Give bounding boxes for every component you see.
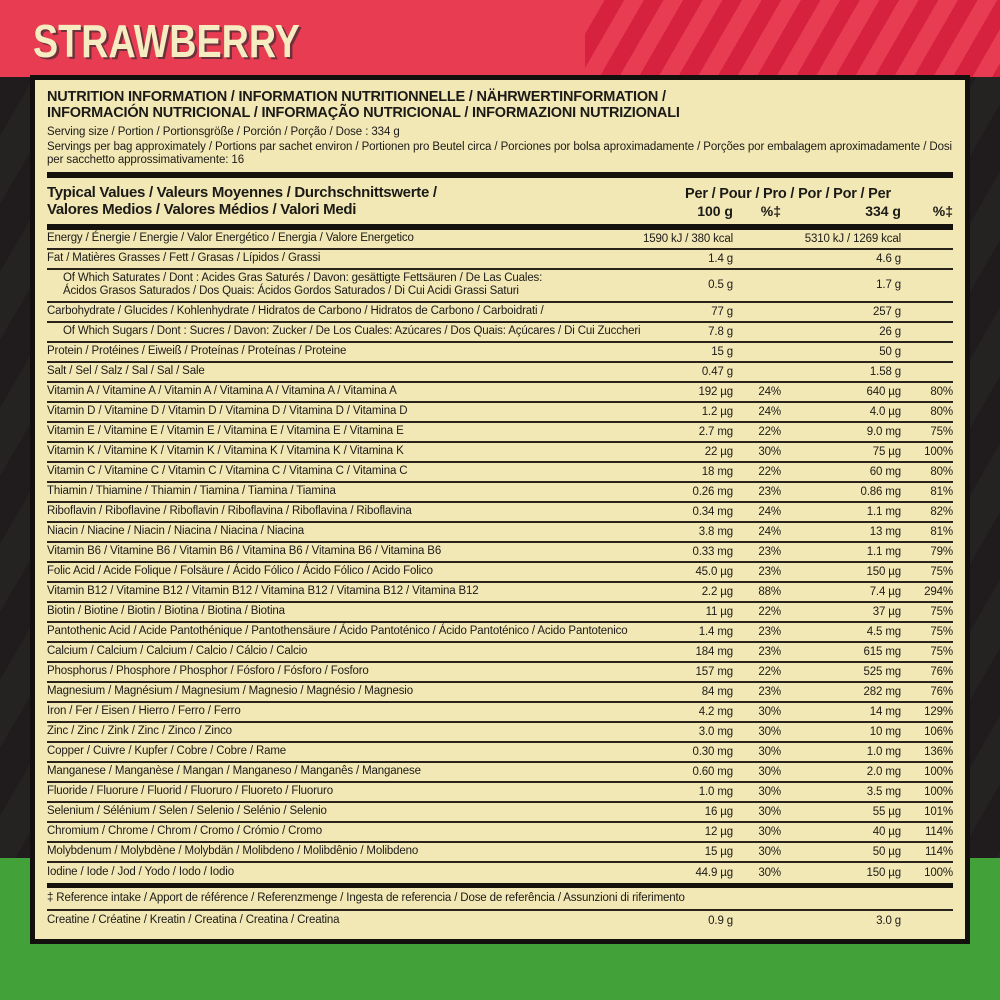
row-label: Phosphorus / Phosphore / Phosphor / Fósforo / Fósforo / Fosforo — [47, 665, 369, 677]
panel-title-line2: INFORMACIÓN NUTRICIONAL / INFORMAÇÃO NUTRICIONAL / INFORMAZIONI NUTRIZIONALI — [47, 105, 680, 121]
table-row — [47, 423, 953, 443]
row-label: Vitamin E / Vitamine E / Vitamin E / Vitamina E / Vitamina E / Vitamina E — [47, 425, 404, 437]
row-label: Protein / Protéines / Eiweiß / Proteínas / Proteínas / Proteine — [47, 345, 347, 357]
header-columns — [623, 186, 953, 219]
table-row — [47, 763, 953, 783]
col-header-334g: 334 g — [865, 202, 901, 219]
pct-per-100g: 30% — [758, 445, 781, 458]
value-per-100g: 1590 kJ / 380 kcal — [643, 232, 733, 245]
row-label: Vitamin A / Vitamine A / Vitamin A / Vitamina A / Vitamina A / Vitamina A — [47, 385, 397, 397]
value-per-100g: 192 µg — [698, 385, 733, 398]
row-label: Riboflavin / Riboflavine / Riboflavin / Riboflavina / Riboflavina / Riboflavina — [47, 505, 412, 517]
row-label: Pantothenic Acid / Acide Pantothénique / Pantothensäure / Ácido Pantoténico / Ácido Pantoténico / Acido Pantotenico — [47, 625, 628, 637]
value-per-100g: 15 µg — [704, 845, 733, 858]
table-row — [47, 383, 953, 403]
value-per-100g: 0.47 g — [701, 365, 733, 378]
pct-per-100g: 22% — [758, 465, 781, 478]
row-label: Fluoride / Fluorure / Fluorid / Fluoruro / Fluoreto / Fluoruro — [47, 785, 333, 797]
value-per-100g: 0.5 g — [708, 279, 733, 291]
value-per-100g: 1.4 g — [708, 252, 733, 265]
table-row — [47, 483, 953, 503]
value-per-100g: 2.2 µg — [701, 585, 733, 598]
pct-per-100g: 30% — [758, 825, 781, 838]
value-per-334g: 150 µg — [866, 565, 901, 578]
value-per-334g: 1.1 mg — [866, 545, 901, 558]
value-per-334g: 40 µg — [872, 825, 901, 838]
value-per-334g: 3.5 mg — [866, 785, 901, 798]
value-per-334g: 14 mg — [869, 705, 901, 718]
table-row — [47, 843, 953, 863]
row-label: Salt / Sel / Salz / Sal / Sal / Sale — [47, 365, 205, 377]
value-per-100g: 0.34 mg — [692, 505, 733, 518]
table-row — [47, 323, 953, 343]
row-label: Folic Acid / Acide Folique / Folsäure / Ácido Fólico / Ácido Fólico / Acido Folico — [47, 565, 433, 577]
pct-per-100g: 30% — [758, 745, 781, 758]
value-per-334g: 1.58 g — [869, 365, 901, 378]
pct-per-334g: 100% — [924, 785, 953, 798]
value-per-100g: 0.9 g — [708, 914, 733, 927]
row-label: Energy / Énergie / Energie / Valor Energético / Energia / Valore Energetico — [47, 232, 414, 244]
pct-per-100g: 22% — [758, 425, 781, 438]
value-per-100g: 22 µg — [704, 445, 733, 458]
pct-per-100g: 23% — [758, 485, 781, 498]
table-row — [47, 583, 953, 603]
table-row — [47, 230, 953, 250]
pct-per-100g: 22% — [758, 605, 781, 618]
value-per-100g: 84 mg — [701, 685, 733, 698]
value-per-334g: 75 µg — [872, 445, 901, 458]
value-per-334g: 13 mg — [869, 525, 901, 538]
value-per-100g: 0.60 mg — [692, 765, 733, 778]
row-label: Vitamin B12 / Vitamine B12 / Vitamin B12 / Vitamina B12 / Vitamina B12 / Vitamina B12 — [47, 585, 479, 597]
value-per-100g: 0.26 mg — [692, 485, 733, 498]
pct-per-334g: 80% — [930, 405, 953, 418]
pct-per-334g: 100% — [924, 445, 953, 458]
table-row — [47, 863, 953, 883]
pct-per-334g: 100% — [924, 866, 953, 879]
row-label: Carbohydrate / Glucides / Kohlenhydrate / Hidratos de Carbono / Hidratos de Carbono / Carboidrati / — [47, 305, 544, 317]
value-per-100g: 3.0 mg — [698, 725, 733, 738]
nutrition-panel — [30, 75, 970, 944]
pct-per-334g: 75% — [930, 605, 953, 618]
flavor-banner — [0, 0, 1000, 77]
row-label: Niacin / Niacine / Niacin / Niacina / Niacina / Niacina — [47, 525, 304, 537]
pct-per-100g: 30% — [758, 785, 781, 798]
pct-per-100g: 23% — [758, 685, 781, 698]
row-label: Calcium / Calcium / Calcium / Calcio / Cálcio / Calcio — [47, 645, 308, 657]
row-label: Iodine / Iode / Jod / Yodo / Iodo / Iodio — [47, 866, 234, 878]
pct-per-334g: 136% — [924, 745, 953, 758]
table-row — [47, 503, 953, 523]
value-per-100g: 16 µg — [704, 805, 733, 818]
value-per-334g: 257 g — [872, 305, 901, 318]
row-label: Copper / Cuivre / Kupfer / Cobre / Cobre / Rame — [47, 745, 287, 757]
pct-per-334g: 294% — [924, 585, 953, 598]
table-row — [47, 303, 953, 323]
value-per-334g: 4.6 g — [876, 252, 901, 265]
pct-per-100g: 30% — [758, 705, 781, 718]
table-row — [47, 343, 953, 363]
pct-per-334g: 81% — [930, 525, 953, 538]
value-per-100g: 77 g — [711, 305, 733, 318]
pct-per-334g: 75% — [930, 565, 953, 578]
row-label: Vitamin D / Vitamine D / Vitamin D / Vitamina D / Vitamina D / Vitamina D — [47, 405, 408, 417]
value-per-334g: 282 mg — [863, 685, 901, 698]
table-row — [47, 270, 953, 303]
table-row — [47, 363, 953, 383]
value-per-334g: 60 mg — [869, 465, 901, 478]
row-label: Biotin / Biotine / Biotin / Biotina / Biotina / Biotina — [47, 605, 285, 617]
panel-title — [47, 89, 953, 121]
value-per-334g: 525 mg — [863, 665, 901, 678]
value-per-334g: 50 µg — [872, 845, 901, 858]
nutrition-rows — [47, 230, 953, 883]
value-per-334g: 37 µg — [872, 605, 901, 618]
value-per-334g: 7.4 µg — [869, 585, 901, 598]
pct-per-334g: 82% — [930, 505, 953, 518]
table-row — [47, 403, 953, 423]
pct-per-100g: 23% — [758, 625, 781, 638]
table-row — [47, 803, 953, 823]
value-per-334g: 1.1 mg — [866, 505, 901, 518]
value-per-100g: 184 mg — [695, 645, 733, 658]
value-per-100g: 11 µg — [705, 605, 733, 618]
pct-per-100g: 24% — [758, 505, 781, 518]
serving-size-text: Serving size / Portion / Portionsgröße / Porción / Porção / Dose : 334 g — [47, 126, 400, 138]
pct-per-100g: 23% — [758, 545, 781, 558]
value-per-334g: 150 µg — [866, 866, 901, 879]
value-per-334g: 4.5 mg — [866, 625, 901, 638]
table-row — [47, 743, 953, 763]
value-per-100g: 0.33 mg — [692, 545, 733, 558]
pct-per-100g: 24% — [758, 525, 781, 538]
value-per-100g: 1.0 mg — [698, 785, 733, 798]
row-label: Fat / Matières Grasses / Fett / Grasas / Lípidos / Grassi — [47, 252, 321, 264]
pct-per-100g: 24% — [758, 385, 781, 398]
value-per-100g: 2.7 mg — [698, 425, 733, 438]
pct-per-334g: 100% — [924, 765, 953, 778]
value-per-100g: 157 mg — [695, 665, 733, 678]
creatine-row-container — [47, 911, 953, 931]
table-row — [47, 911, 953, 931]
table-row — [47, 543, 953, 563]
value-per-100g: 1.4 mg — [698, 625, 733, 638]
value-per-100g: 4.2 mg — [698, 705, 733, 718]
table-row — [47, 623, 953, 643]
value-per-334g: 4.0 µg — [869, 405, 901, 418]
pct-per-100g: 30% — [758, 866, 781, 879]
row-label-line2: Ácidos Grasos Saturados / Dos Quais: Ácidos Gordos Saturados / Di Cui Acidi Grassi Saturi — [63, 285, 519, 297]
row-label: Of Which Sugars / Dont : Sucres / Davon: Zucker / De Los Cuales: Azúcares / Dos Quais: Açúcares / Di Cui Zuccheri — [63, 325, 641, 337]
pct-per-334g: 80% — [930, 465, 953, 478]
value-per-334g: 50 g — [879, 345, 901, 358]
panel-title-line1: NUTRITION INFORMATION / INFORMATION NUTRITIONNELLE / NÄHRWERTINFORMATION / — [47, 89, 666, 105]
row-label: Vitamin B6 / Vitamine B6 / Vitamin B6 / Vitamina B6 / Vitamina B6 / Vitamina B6 — [47, 545, 442, 557]
col-header-pct-100g: %‡ — [760, 202, 781, 219]
table-row — [47, 463, 953, 483]
value-per-100g: 0.30 mg — [692, 745, 733, 758]
value-per-100g: 18 mg — [701, 465, 733, 478]
pct-per-334g: 79% — [930, 545, 953, 558]
table-row — [47, 643, 953, 663]
row-label: Vitamin K / Vitamine K / Vitamin K / Vitamina K / Vitamina K / Vitamina K — [47, 445, 404, 457]
table-row — [47, 563, 953, 583]
table-row — [47, 250, 953, 270]
value-per-334g: 55 µg — [872, 805, 901, 818]
pct-per-100g: 22% — [758, 665, 781, 678]
table-row — [47, 603, 953, 623]
reference-intake-note: ‡ Reference intake / Apport de référence / Referenzmenge / Ingesta de referencia / Dose de referência / Assunzioni di riferimento — [47, 888, 953, 911]
pct-per-334g: 101% — [924, 805, 953, 818]
table-row — [47, 823, 953, 843]
value-per-100g: 15 g — [711, 345, 733, 358]
row-label: Zinc / Zinc / Zink / Zinc / Zinco / Zinco — [47, 725, 232, 737]
table-row — [47, 723, 953, 743]
pct-per-334g: 75% — [930, 625, 953, 638]
value-per-334g: 2.0 mg — [866, 765, 901, 778]
col-header-pct-334g: %‡ — [932, 202, 953, 219]
pct-per-334g: 76% — [930, 665, 953, 678]
col-header-100g: 100 g — [697, 202, 733, 219]
header-unit-line — [623, 203, 953, 219]
value-per-334g: 3.0 g — [876, 914, 901, 927]
value-per-334g: 640 µg — [866, 385, 901, 398]
value-per-100g: 12 µg — [704, 825, 733, 838]
table-header — [47, 178, 953, 224]
flavor-title: STRAWBERRY — [33, 15, 300, 67]
table-row — [47, 523, 953, 543]
diagonal-stripes-decoration — [585, 0, 1000, 77]
row-label: Manganese / Manganèse / Mangan / Manganeso / Manganês / Manganese — [47, 765, 421, 777]
row-label: Vitamin C / Vitamine C / Vitamin C / Vitamina C / Vitamina C / Vitamina C — [47, 465, 408, 477]
value-per-334g: 26 g — [879, 325, 901, 338]
value-per-334g: 5310 kJ / 1269 kcal — [804, 232, 901, 245]
pct-per-100g: 30% — [758, 805, 781, 818]
table-row — [47, 783, 953, 803]
value-per-334g: 615 mg — [863, 645, 901, 658]
value-per-100g: 3.8 mg — [698, 525, 733, 538]
pct-per-334g: 129% — [924, 705, 953, 718]
value-per-334g: 0.86 mg — [860, 485, 901, 498]
value-per-334g: 10 mg — [869, 725, 901, 738]
pct-per-334g: 80% — [930, 385, 953, 398]
pct-per-334g: 114% — [925, 825, 953, 838]
table-row — [47, 703, 953, 723]
value-per-334g: 1.0 mg — [866, 745, 901, 758]
pct-per-334g: 81% — [930, 485, 953, 498]
table-row — [47, 663, 953, 683]
pct-per-334g: 75% — [930, 425, 953, 438]
value-per-334g: 1.7 g — [876, 279, 901, 291]
header-label — [47, 184, 623, 219]
value-per-100g: 1.2 µg — [701, 405, 733, 418]
row-label: Thiamin / Thiamine / Thiamin / Tiamina / Tiamina / Tiamina — [47, 485, 336, 497]
pct-per-334g: 75% — [930, 645, 953, 658]
row-label: Magnesium / Magnésium / Magnesium / Magnesio / Magnésio / Magnesio — [47, 685, 413, 697]
pct-per-334g: 106% — [924, 725, 953, 738]
table-row — [47, 443, 953, 463]
table-row — [47, 683, 953, 703]
row-label: Of Which Saturates / Dont : Acides Gras Saturés / Davon: gesättigte Fettsäuren / De Las Cuales: Ácidos Grasos Saturados / Dos Quais: Ácidos Gordos Saturados / Di Cui Acidi Grassi Saturi — [47, 272, 623, 298]
value-per-334g: 9.0 mg — [866, 425, 901, 438]
header-per-line: Per / Pour / Pro / Por / Por / Per — [685, 185, 891, 202]
pct-per-100g: 24% — [758, 405, 781, 418]
pct-per-100g: 30% — [758, 845, 781, 858]
value-per-100g: 45.0 µg — [695, 565, 733, 578]
row-label: Creatine / Créatine / Kreatin / Creatina / Creatina / Creatina — [47, 914, 340, 926]
value-per-100g: 44.9 µg — [695, 866, 733, 879]
row-label: Iron / Fer / Eisen / Hierro / Ferro / Ferro — [47, 705, 241, 717]
pct-per-100g: 88% — [758, 585, 781, 598]
pct-per-100g: 23% — [758, 565, 781, 578]
pct-per-100g: 23% — [758, 645, 781, 658]
pct-per-334g: 76% — [930, 685, 953, 698]
header-label-line1: Typical Values / Valeurs Moyennes / Durchschnittswerte / — [47, 183, 437, 201]
row-label: Selenium / Sélénium / Selen / Selenio / Selénio / Selenio — [47, 805, 327, 817]
pct-per-100g: 30% — [758, 725, 781, 738]
pct-per-334g: 114% — [925, 845, 953, 858]
value-per-100g: 7.8 g — [708, 325, 733, 338]
servings-per-bag-text: Servings per bag approximately / Portions par sachet environ / Portionen pro Beutel circa / Porciones por bolsa aproximadamente / Porções por embalagem aproximadamente / Dosi per sacchetto approssimativamente: 16 — [47, 140, 952, 166]
pct-per-100g: 30% — [758, 765, 781, 778]
header-label-line2: Valores Medios / Valores Médios / Valori Medi — [47, 201, 357, 218]
row-label: Molybdenum / Molybdène / Molybdän / Molibdeno / Molibdênio / Molibdeno — [47, 845, 419, 857]
row-label: Chromium / Chrome / Chrom / Cromo / Crómio / Cromo — [47, 825, 322, 837]
